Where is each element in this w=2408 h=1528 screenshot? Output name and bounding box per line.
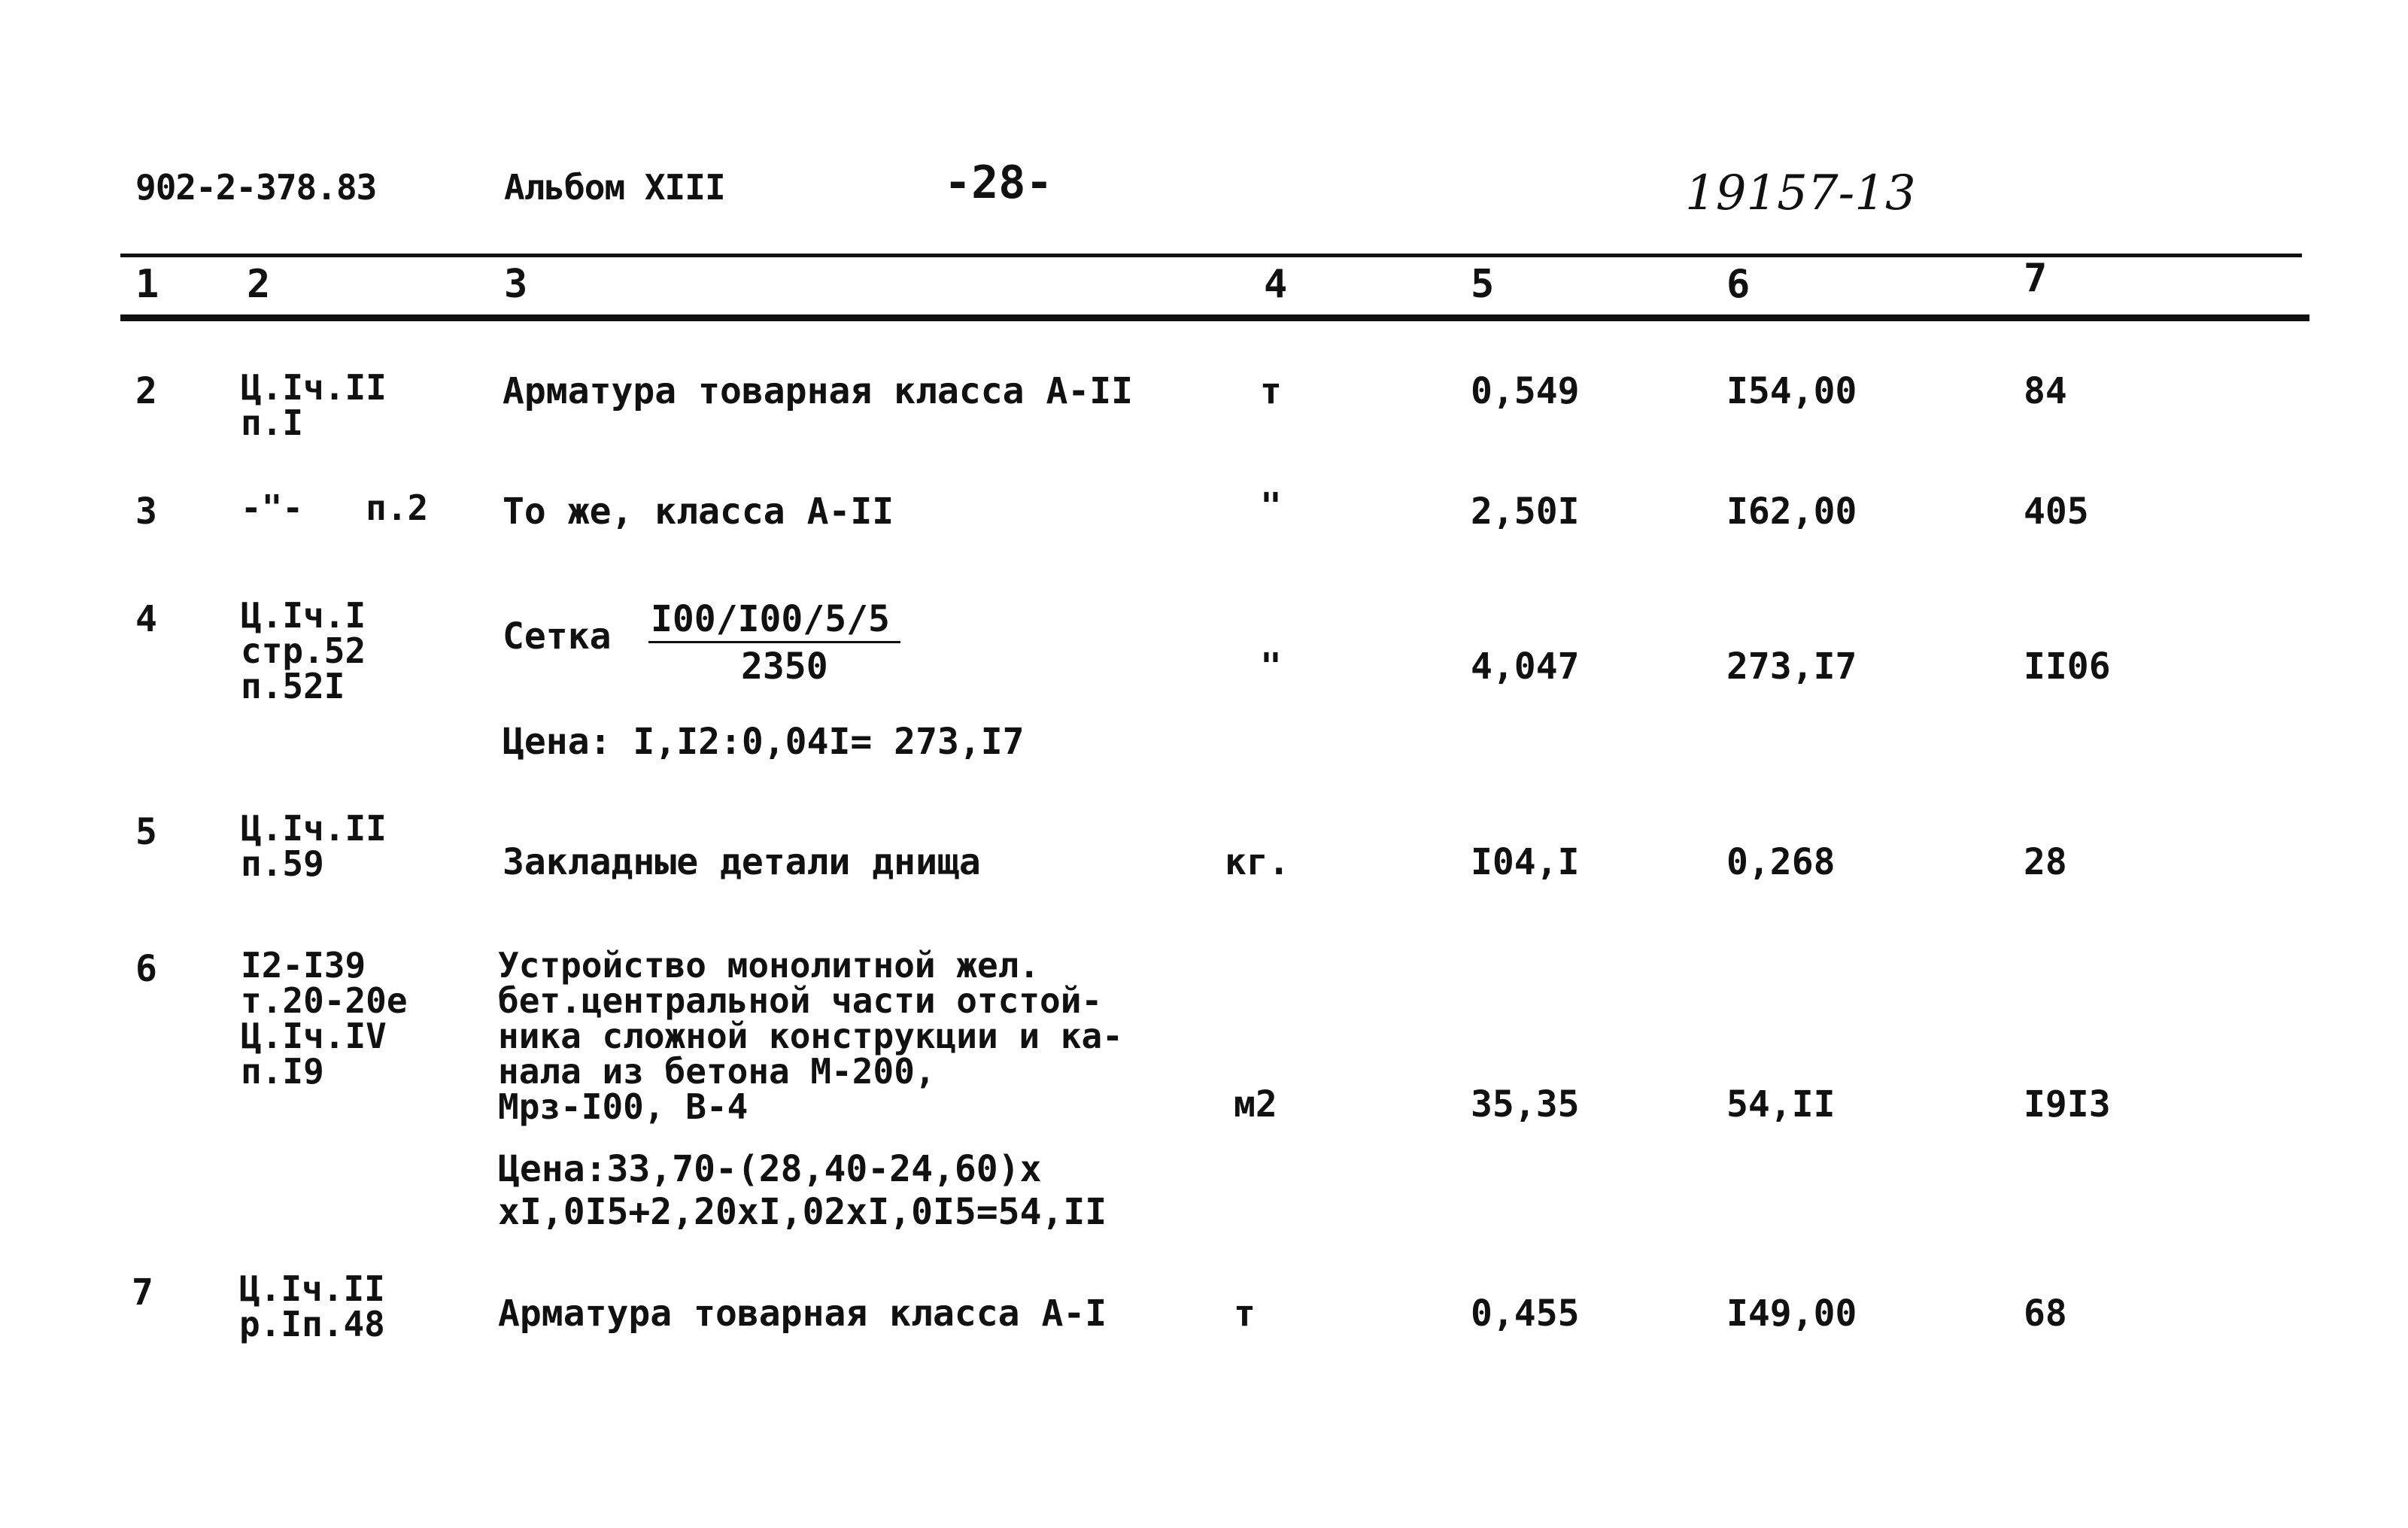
- row-total: 68: [2024, 1293, 2067, 1335]
- row-price: I62,00: [1726, 491, 1857, 533]
- row-description: Закладные детали днища: [503, 841, 981, 883]
- row-quantity: 4,047: [1471, 646, 1580, 688]
- row-unit: т: [1234, 1293, 1256, 1335]
- table-header-rule: [120, 314, 2309, 321]
- fraction-numerator: I00/I00/5/5: [651, 598, 890, 640]
- row-description: Арматура товарная класса А-II: [503, 370, 1134, 412]
- column-header-4: 4: [1264, 262, 1288, 307]
- row-number: 4: [135, 598, 157, 640]
- row-quantity: I04,I: [1471, 841, 1580, 883]
- row-unit: м2: [1234, 1083, 1277, 1125]
- row-price: 54,II: [1726, 1083, 1836, 1125]
- row-reference: Ц.Iч.I стр.52 п.52I: [241, 595, 366, 706]
- row-unit: ": [1260, 485, 1282, 527]
- document-code: 902-2-378.83: [135, 167, 377, 208]
- row-unit: кг.: [1225, 841, 1290, 883]
- column-header-6: 6: [1726, 262, 1751, 307]
- row-total: II06: [2024, 646, 2111, 688]
- row-unit: т: [1260, 370, 1282, 412]
- row-number: 3: [135, 491, 157, 533]
- row-price: 273,I7: [1726, 646, 1857, 688]
- row-number: 6: [135, 948, 157, 990]
- row-description: То же, класса А-II: [503, 491, 894, 533]
- row-total: 84: [2024, 370, 2067, 412]
- row-price-note: Цена: I,I2:0,04I= 273,I7: [503, 721, 1025, 763]
- row-unit: ": [1260, 646, 1282, 688]
- column-header-7: 7: [2024, 256, 2048, 301]
- column-header-1: 1: [135, 262, 159, 307]
- row-quantity: 0,455: [1471, 1293, 1580, 1335]
- row-reference: Ц.Iч.II п.59: [241, 808, 387, 884]
- row-reference: I2-I39 т.20-20е Ц.Iч.IV п.I9: [241, 945, 408, 1092]
- row-description: Арматура товарная класса А-I: [498, 1293, 1107, 1335]
- row-number: 7: [132, 1271, 153, 1314]
- row-price: I49,00: [1726, 1293, 1857, 1335]
- column-header-3: 3: [504, 262, 528, 307]
- row-total: I9I3: [2024, 1083, 2111, 1125]
- row-number: 5: [135, 811, 157, 853]
- fraction-line: [648, 641, 900, 643]
- row-number: 2: [135, 370, 157, 412]
- column-header-5: 5: [1471, 262, 1495, 307]
- table-top-rule: [120, 254, 2302, 257]
- fraction-denominator: 2350: [741, 646, 828, 688]
- row-description-label: Сетка: [503, 615, 612, 658]
- row-quantity: 0,549: [1471, 370, 1580, 412]
- column-header-2: 2: [247, 262, 271, 307]
- row-quantity: 2,50I: [1471, 491, 1580, 533]
- row-price: I54,00: [1726, 370, 1857, 412]
- row-price-note: Цена:33,70-(28,40-24,60)x xI,0I5+2,20xI,02xI,0I5=54,II: [498, 1148, 1107, 1233]
- row-price: 0,268: [1726, 841, 1836, 883]
- row-reference: Ц.Iч.II п.I: [241, 367, 387, 443]
- album-label: Альбом XIII: [504, 167, 725, 208]
- row-reference: -"- п.2: [241, 488, 429, 528]
- page-number: -28-: [944, 156, 1053, 209]
- row-total: 405: [2024, 491, 2089, 533]
- row-total: 28: [2024, 841, 2067, 883]
- row-reference: Ц.Iч.II р.Iп.48: [239, 1268, 385, 1344]
- row-description: Устройство монолитной жел. бет.центральной части отстой- ника сложной конструкции и ка- нала из бетона М-200, Мрз-I00, В-4: [498, 945, 1123, 1127]
- row-quantity: 35,35: [1471, 1083, 1580, 1125]
- handwritten-reference: 19157-13: [1685, 166, 1916, 221]
